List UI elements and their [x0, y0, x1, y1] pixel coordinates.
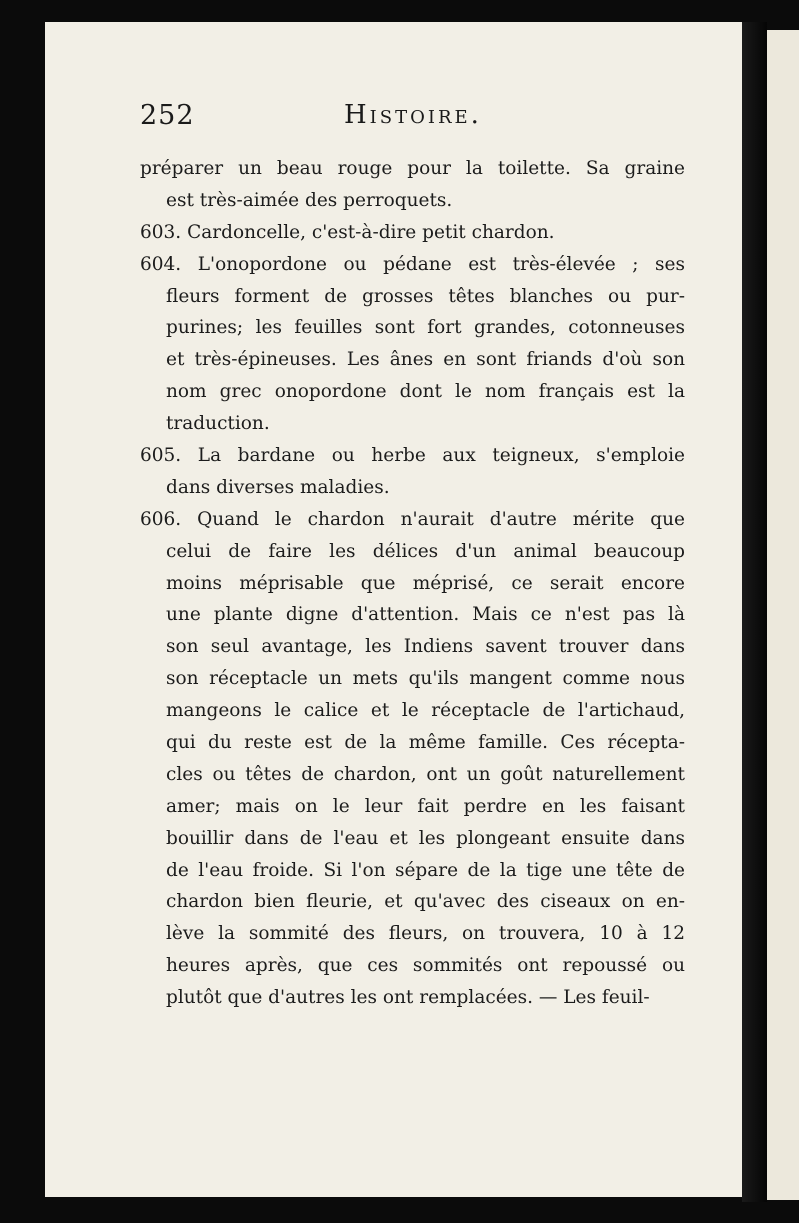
text-line [140, 663, 685, 695]
line-text: amer; mais on le leur fait perdre en les faisant [166, 795, 685, 817]
body-text [140, 153, 685, 1014]
text-line [140, 472, 685, 504]
text-line [140, 599, 685, 631]
line-text: celui de faire les délices d'un animal beaucoup [166, 540, 685, 562]
line-text: de l'eau froide. Si l'on sépare de la tige une tête de [166, 859, 685, 881]
book-gutter [742, 22, 767, 1202]
line-text: fleurs forment de grosses têtes blanches ou pur- [166, 285, 685, 307]
text-line [140, 855, 685, 887]
text-line [140, 759, 685, 791]
line-text: purines; les feuilles sont fort grandes, cotonneuses [166, 317, 685, 339]
line-text: qui du reste est de la même famille. Ces récepta- [166, 732, 685, 754]
line-text: une plante digne d'attention. Mais ce n'est pas là [166, 604, 685, 626]
text-line [140, 791, 685, 823]
line-text: Cardoncelle, c'est-à-dire petit chardon. [187, 221, 555, 243]
line-text: lève la sommité des fleurs, on trouvera, 10 à 12 [166, 923, 685, 945]
text-line [140, 727, 685, 759]
running-title: Histoire. [344, 100, 482, 130]
text-line [140, 504, 685, 536]
text-line [140, 185, 685, 217]
text-line [140, 376, 685, 408]
text-line [140, 886, 685, 918]
line-text: heures après, que ces sommités ont repoussé ou [166, 955, 685, 977]
line-text: chardon bien fleurie, et qu'avec des ciseaux on en- [166, 891, 685, 913]
line-text: et très-épineuses. Les ânes en sont friands d'où son [166, 349, 685, 371]
text-line [140, 536, 685, 568]
text-line [140, 312, 685, 344]
text-line [140, 695, 685, 727]
text-line [140, 918, 685, 950]
line-text: bouillir dans de l'eau et les plongeant ensuite dans [166, 827, 685, 849]
line-text: dans diverses maladies. [166, 476, 390, 498]
text-line [140, 631, 685, 663]
line-text: son seul avantage, les Indiens savent trouver dans [166, 636, 685, 658]
paragraph-number: 605. [140, 445, 198, 467]
page-number: 252 [140, 100, 195, 131]
paragraph-number: 603. [140, 221, 188, 243]
line-text: son réceptacle un mets qu'ils mangent comme nous [166, 668, 685, 690]
text-line [140, 568, 685, 600]
text-line [140, 408, 685, 440]
line-text: est très-aimée des perroquets. [166, 189, 453, 211]
paragraph-number: 604. [140, 253, 198, 275]
paragraph-number: 606. [140, 508, 198, 530]
text-line [140, 217, 685, 249]
line-text: préparer un beau rouge pour la toilette. Sa graine [140, 158, 685, 179]
page-header [140, 100, 700, 140]
line-text: La bardane ou herbe aux teigneux, s'emploie [197, 445, 686, 467]
text-line [140, 440, 685, 472]
line-text: Quand le chardon n'aurait d'autre mérite que [197, 508, 685, 530]
line-text: moins méprisable que méprisé, ce serait encore [166, 572, 685, 594]
facing-page-edge [767, 30, 799, 1200]
text-line [140, 823, 685, 855]
line-text: plutôt que d'autres les ont remplacées. — Les feuil- [166, 987, 650, 1009]
text-line [140, 950, 685, 982]
line-text: L'onopordone ou pédane est très-élevée ; ses [197, 253, 685, 275]
text-line [140, 281, 685, 313]
text-line [140, 344, 685, 376]
line-text: cles ou têtes de chardon, ont un goût naturellement [166, 763, 685, 785]
text-line [140, 249, 685, 281]
line-text: nom grec onopordone dont le nom français est la [166, 381, 685, 403]
text-line [140, 982, 685, 1014]
text-line [140, 153, 685, 185]
line-text: mangeons le calice et le réceptacle de l'artichaud, [166, 700, 685, 722]
line-text: traduction. [166, 413, 270, 435]
